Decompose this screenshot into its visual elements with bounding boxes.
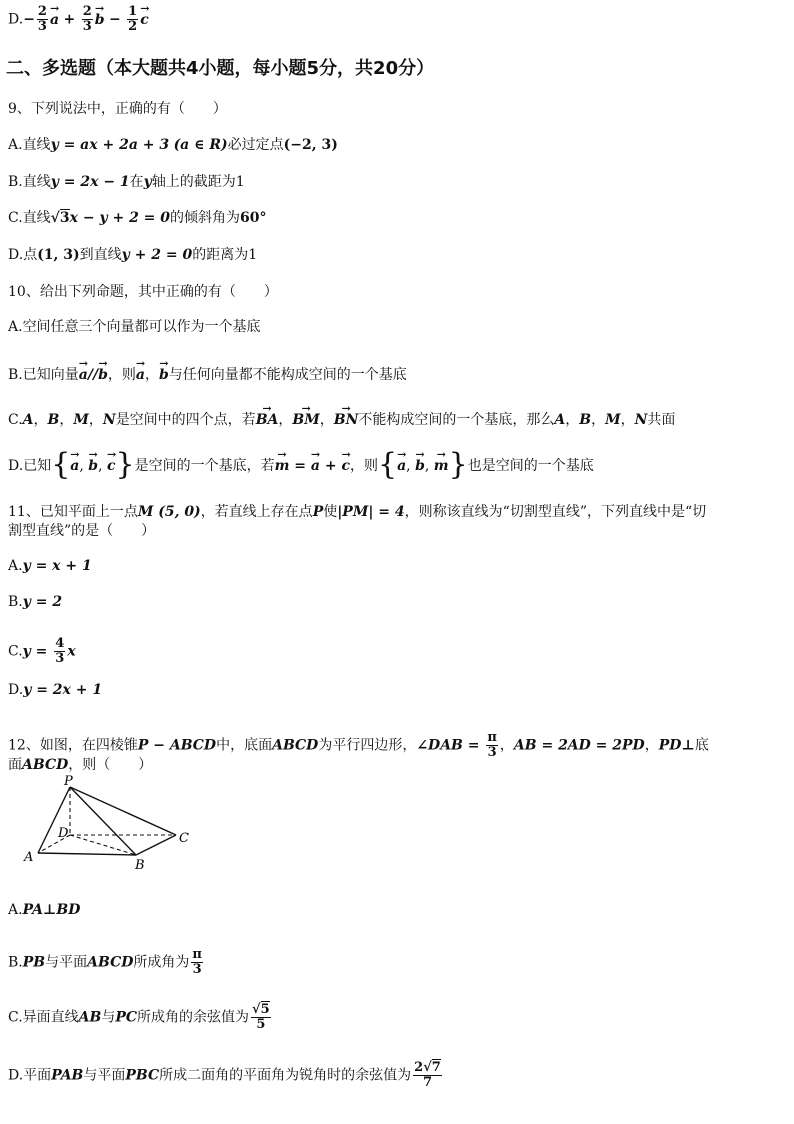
denominator: 3 <box>192 962 202 977</box>
radicand: 3 <box>59 210 70 226</box>
vector-a: → a <box>70 452 79 475</box>
label-d: D <box>58 826 69 841</box>
option-label: C. <box>8 643 23 660</box>
text: 直线 <box>22 174 51 190</box>
text: 共面 <box>647 412 676 428</box>
option-label: B. <box>8 174 23 190</box>
text: 是空间中的四个点，若 <box>115 412 256 428</box>
text: ，若直线上存在点 <box>200 504 313 520</box>
text: 也是空间的一个基底 <box>467 458 594 474</box>
text: 11、已知平面上一点 <box>8 504 138 520</box>
numerator: π <box>487 730 497 745</box>
q10-option-a <box>8 318 261 336</box>
coefficient: 2 <box>414 1060 424 1075</box>
math: |PM| = 4 <box>337 504 405 520</box>
vector-b: → b <box>98 361 108 384</box>
text: 空间任意三个向量都可以作为一个基底 <box>22 319 261 335</box>
label-a: A <box>24 850 34 865</box>
vector-b: → b <box>159 361 169 384</box>
plus-sign: + <box>319 458 342 474</box>
option-label: C. <box>8 412 23 428</box>
radicand: 5 <box>260 1002 270 1017</box>
sqrt: √3 <box>50 210 70 226</box>
edge-bc <box>136 835 176 855</box>
math: 60° <box>240 210 267 226</box>
math: (−2, 3) <box>283 137 338 153</box>
text: ， <box>644 737 659 754</box>
section-heading: 二、多选题（本大题共4小题，每小题5分，共20分） <box>6 58 435 79</box>
q11-option-c <box>8 637 76 666</box>
plus-sign: + <box>63 11 76 28</box>
math: PA⊥BD <box>22 902 81 918</box>
edge-pc <box>70 787 176 835</box>
math: A <box>554 412 566 428</box>
q12-option-c <box>8 1003 273 1032</box>
numerator: 2 <box>82 4 92 19</box>
math: y = x + 1 <box>22 558 92 574</box>
label-c: C <box>179 831 189 846</box>
math: M (5, 0) <box>137 504 201 520</box>
denominator: 3 <box>487 745 497 760</box>
text: 必过定点 <box>227 137 284 153</box>
option-label: D. <box>8 458 24 474</box>
q12-option-d <box>8 1061 444 1090</box>
text: 平面 <box>23 1067 52 1084</box>
text: ，则 <box>350 458 378 474</box>
fraction <box>37 5 48 34</box>
text: 与任何向量都不能构成空间的一个基底 <box>168 367 407 383</box>
text: ，则（ ） <box>68 757 153 773</box>
q10-stem: 10、给出下列命题，其中正确的有（ ） <box>8 284 278 300</box>
numerator: 1 <box>128 4 138 19</box>
fraction <box>413 1061 442 1090</box>
q11-stem-line1 <box>8 503 706 521</box>
q12-option-a <box>8 901 80 919</box>
q12-stem-line2 <box>8 756 152 774</box>
option-d-top <box>8 5 149 34</box>
option-label: D. <box>8 247 24 263</box>
vector-ba: → BA <box>256 406 279 429</box>
text: 面 <box>8 757 22 773</box>
fraction <box>82 5 93 34</box>
minus-sign: − <box>23 11 35 28</box>
edge-ab <box>38 853 136 855</box>
comma: , <box>406 458 416 474</box>
q11-option-d <box>8 681 102 699</box>
text: 与 <box>101 1009 116 1026</box>
comma: , <box>98 458 107 474</box>
text: ， <box>144 367 159 383</box>
option-label: A. <box>8 558 23 574</box>
text: ， <box>88 412 103 428</box>
denominator: 7 <box>422 1075 433 1090</box>
text: 已知向量 <box>22 367 79 383</box>
option-label: A. <box>8 137 23 153</box>
equals-sign: = <box>289 458 311 474</box>
right-brace: } <box>448 447 468 482</box>
math: y + 2 = 0 <box>121 247 193 263</box>
text: ， <box>278 412 293 428</box>
text: 在 <box>129 174 144 190</box>
text: ，则称该直线为“切割型直线”，下列直线中是“切 <box>404 504 707 520</box>
text: 点 <box>23 247 38 263</box>
numerator: 2 <box>37 4 47 19</box>
text: ， <box>319 412 334 428</box>
math: y = 2 <box>22 594 63 610</box>
denominator: 3 <box>82 19 92 34</box>
sqrt: √5 <box>252 1002 270 1017</box>
fraction <box>191 948 203 977</box>
math: y <box>143 174 152 190</box>
q10-option-b <box>8 361 407 384</box>
text: 不能构成空间的一个基底，那么 <box>358 412 555 428</box>
comma: , <box>424 458 434 474</box>
option-label: B. <box>8 594 23 610</box>
math: B <box>579 412 592 428</box>
text: 的倾斜角为 <box>170 210 241 226</box>
option-label: B. <box>8 367 23 383</box>
radicand: 7 <box>431 1060 441 1075</box>
edge-pb <box>70 787 136 855</box>
text: 直线 <box>22 137 51 153</box>
denominator: 2 <box>128 19 138 34</box>
math: y = <box>22 643 53 660</box>
vector-a: → a <box>311 452 320 475</box>
label-p: P <box>64 775 73 789</box>
edge-pa <box>38 787 70 853</box>
text: 所成角为 <box>133 954 190 971</box>
math: y = 2x + 1 <box>23 682 103 698</box>
vector-c: → c <box>107 452 116 475</box>
option-label: D. <box>8 1067 24 1084</box>
left-brace: { <box>51 447 71 482</box>
text: 12、如图，在四棱锥 <box>8 737 138 754</box>
label-b: B <box>135 858 145 873</box>
q10-option-c <box>8 406 675 429</box>
text: 底 <box>694 737 709 754</box>
vector-bn: → BN <box>334 406 359 429</box>
math: N <box>102 412 116 428</box>
option-label: D. <box>8 682 24 698</box>
math: PB <box>22 954 46 971</box>
text: 所成角的余弦值为 <box>137 1009 250 1026</box>
vector-b: → b <box>415 452 425 475</box>
q10-option-d <box>8 447 594 482</box>
text: 使 <box>323 504 338 520</box>
q11-option-a <box>8 557 92 575</box>
vector-bm: → BM <box>292 406 319 429</box>
math: PBC <box>125 1067 160 1084</box>
option-label: D. <box>8 11 24 28</box>
math: AB <box>78 1009 102 1026</box>
vector-m: → m <box>434 452 449 475</box>
comma: , <box>79 458 89 474</box>
denominator: 3 <box>55 651 65 666</box>
math: ABCD <box>22 757 69 773</box>
text: ，则 <box>107 367 136 383</box>
text: ， <box>620 412 635 428</box>
text: ， <box>499 737 514 754</box>
option-label: A. <box>8 902 23 918</box>
q9-option-c <box>8 209 267 227</box>
q9-option-a <box>8 136 338 154</box>
right-brace: } <box>115 447 135 482</box>
text: ， <box>591 412 606 428</box>
option-label: B. <box>8 954 23 971</box>
pyramid-figure <box>18 775 198 875</box>
text: 与平面 <box>83 1067 126 1084</box>
math: B <box>47 412 60 428</box>
numerator: π <box>192 947 202 962</box>
option-label: C. <box>8 1009 23 1026</box>
math: ∠DAB = <box>416 737 485 754</box>
numerator <box>413 1061 442 1076</box>
q12-option-b <box>8 948 205 977</box>
denominator: 5 <box>256 1017 266 1032</box>
math: PAB <box>51 1067 84 1084</box>
sqrt: √7 <box>423 1060 441 1075</box>
numerator: 4 <box>55 636 65 651</box>
minus-sign: − <box>108 11 121 28</box>
q11-option-b <box>8 593 62 611</box>
numerator <box>251 1003 271 1018</box>
text: 异面直线 <box>22 1009 79 1026</box>
text: ， <box>565 412 580 428</box>
q9-option-d <box>8 246 257 264</box>
math: ABCD <box>272 737 319 754</box>
math: A <box>22 412 34 428</box>
vector-c: → c <box>140 6 149 29</box>
math: x <box>67 643 76 660</box>
text: ， <box>33 412 48 428</box>
math: N <box>634 412 648 428</box>
text: 中，底面 <box>216 737 273 754</box>
text: 轴上的截距为1 <box>151 174 245 190</box>
fraction <box>54 637 65 666</box>
math: y = ax + 2a + 3 <box>50 137 170 153</box>
math: (1, 3) <box>37 247 80 263</box>
vector-b: → b <box>88 452 98 475</box>
q9-stem: 9、下列说法中，正确的有（ ） <box>8 101 227 117</box>
fraction <box>486 731 498 760</box>
parallel-symbol: // <box>87 367 99 383</box>
q11-stem-line2: 割型直线”的是（ ） <box>8 523 156 539</box>
math: ABCD <box>87 954 134 971</box>
fraction <box>251 1003 271 1032</box>
option-label: A. <box>8 319 23 335</box>
option-label: C. <box>8 210 23 226</box>
math: P − ABCD <box>137 737 217 754</box>
text: 直线 <box>22 210 51 226</box>
vector-b: → b <box>95 6 105 29</box>
math: (a ∈ R) <box>173 137 228 153</box>
math: M <box>73 412 89 428</box>
math: x − y + 2 = 0 <box>69 210 171 226</box>
math: y = 2x − 1 <box>50 174 130 190</box>
vector-a: → a <box>50 6 59 29</box>
math: P <box>312 504 324 520</box>
text: 的距离为1 <box>192 247 258 263</box>
math: M <box>605 412 621 428</box>
left-brace: { <box>378 447 398 482</box>
fraction <box>127 5 138 34</box>
text: 所成二面角的平面角为锐角时的余弦值为 <box>159 1067 412 1084</box>
math: AB = 2AD = 2PD <box>513 737 645 754</box>
vector-a: → a <box>136 361 145 384</box>
math: PC <box>115 1009 138 1026</box>
text: ， <box>59 412 74 428</box>
math: PD⊥ <box>658 737 695 754</box>
text: 到直线 <box>79 247 122 263</box>
q9-option-b <box>8 173 245 191</box>
vector-m: → m <box>275 452 290 475</box>
text: 已知 <box>23 458 52 474</box>
text: 与平面 <box>45 954 88 971</box>
vector-a: → a <box>397 452 406 475</box>
vector-c: → c <box>341 452 350 475</box>
denominator: 3 <box>37 19 47 34</box>
vector-a: → a <box>79 361 88 384</box>
text: 为平行四边形， <box>318 737 417 754</box>
text: 是空间的一个基底，若 <box>134 458 275 474</box>
